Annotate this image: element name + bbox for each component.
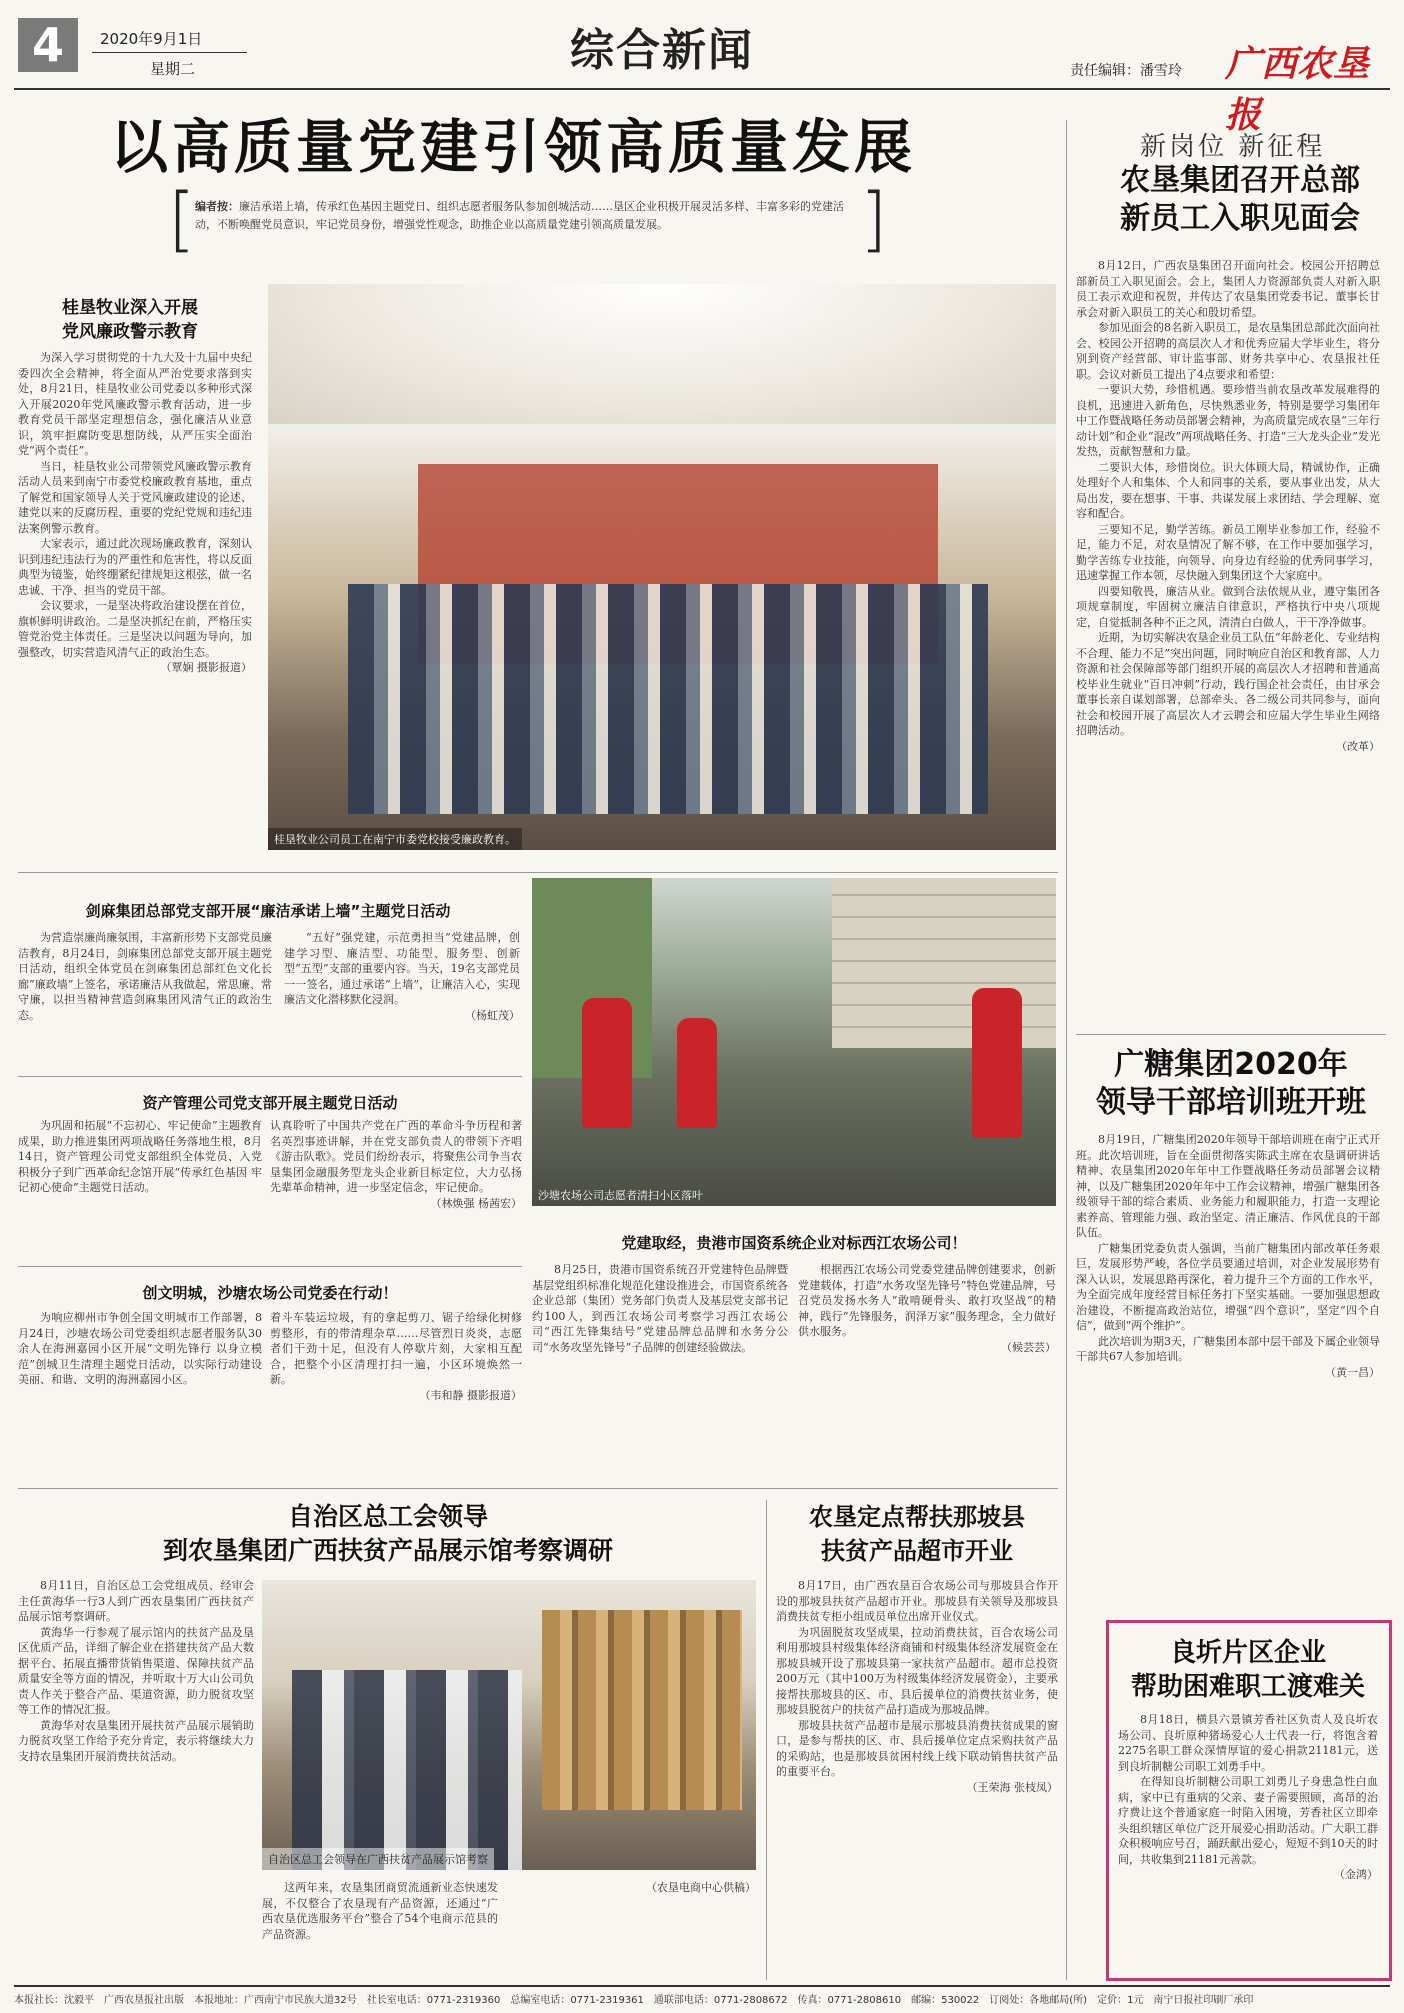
article-7-p2: 为巩固脱贫攻坚成果，拉动消费扶贫，百合农场公司利用那坡县村级集体经济商铺和村级集体经济发展资金在那坡县城开设了那坡县第一家扶贫产品超市。超市总投资200万元（其中100万为村级集体经济发展资金），主要承接帮扶那坡县的区、市、县后援单位的消费扶贫业务，使那坡县脱贫户的扶贫产品打造成为那坡品牌。 (776, 1625, 1058, 1716)
article-7-title-line1: 农垦定点帮扶那坡县 (809, 1503, 1025, 1531)
article-5-byline: （候芸芸） (1001, 1340, 1056, 1354)
article-7-body (776, 1578, 1058, 1976)
bracket-left: [ (168, 178, 196, 260)
photo-2-building (832, 878, 1056, 1048)
right-3-title (1110, 1636, 1386, 1704)
editor-note-text: 廉洁承诺上墙，传承红色基因主题党日、组织志愿者服务队参加创城活动……垦区企业积极开展灵活多样、丰富多彩的党建活动，不断唤醒党员意识，牢记党员身份，增强党性观念，助推企业以高质量党建引领高质量发展。 (195, 200, 844, 231)
right-3-p1: 8月18日，横县六景镇芳香社区负责人及良圻农场公司、良圻原种猪场爱心人士代表一行，将饱含着2275名职工群众深情厚谊的爱心捐款21181元，送到良圻制糖公司职工刘勇手中。 (1118, 1713, 1378, 1773)
article-1-title (30, 296, 230, 344)
article-3-p1: 为巩固和拓展“不忘初心、牢记使命”主题教育成果，助力推进集团两项战略任务落地生根，8月14日，资产管理公司党支部组织全体党员、入党积极分子到广西革命纪念馆开展“传承红色基因 牢记初心使命”主题党日活动。 (18, 1119, 262, 1194)
right-1-byline: （改革） (1336, 739, 1380, 753)
photo-3-caption: 自治区总工会领导在广西扶贫产品展示馆考察 (262, 1848, 494, 1870)
lead-headline: 以高质量党建引领高质量发展 (110, 113, 917, 181)
right-1-body (1076, 258, 1380, 1028)
header-divider (92, 52, 247, 53)
right-1-title-line1: 农垦集团召开总部 (1120, 163, 1360, 198)
header-rule (14, 88, 1390, 90)
article-6-byline: （农垦电商中心供稿） (646, 1881, 756, 1894)
section-title: 综合新闻 (570, 25, 754, 76)
article-7-title (776, 1500, 1058, 1568)
article-1-title-line1: 桂垦牧业深入开展 (62, 298, 198, 318)
article-5-p1: 8月25日，贵港市国资系统召开党建特色品牌暨基层党组织标准化规范化建设推进会，市国资系统各企业总部（集团）党务部门负责人及基层党支部书记约100人，到西江农场公司考察学习西江农场公司“西江先锋集结号”党建品牌总品牌和水务分公司“水务攻坚先锋号”子品牌的创建经验做法。 (532, 1263, 788, 1354)
right-1-p6: 四要知敬畏，廉洁从业。做到合法依规从业，遵守集团各项规章制度，牢固树立廉洁自律意识，严格执行中央八项规定，自觉抵制各种不正之风，清清白白做人，干干净净做事。 (1076, 584, 1380, 629)
right-1-p5: 三要知不足，勤学苦练。新员工刚毕业参加工作，经验不足，能力不足，对农垦情况了解不够，在工作中要加强学习，勤学苦练专业技能，向领导、向身边有经验的优秀同事学习，迅速掌握工作本领，尽快融入到集团这个大家庭中。 (1076, 522, 1380, 582)
divider-a3 (18, 1076, 522, 1077)
article-6-p3: 黄海华对农垦集团开展扶贫产品展示展销助力脱贫攻坚工作给予充分肯定，表示将继续大力支持农垦集团开展消费扶贫活动。 (18, 1718, 254, 1763)
bracket-right: ] (860, 178, 888, 260)
article-6-col1 (18, 1578, 254, 1976)
article-4-p1: 为响应柳州市争创全国文明城市工作部署，8月24日，沙塘农场公司党委组织志愿者服务队30余人在海洲嘉园小区开展“文明先锋行 以身立模范”创城卫生清理主题党日活动，以实际行动建设美丽、和谐、文明的海洲嘉园小区。 (18, 1311, 262, 1386)
right-3-body (1118, 1712, 1378, 1967)
divider-lower (18, 1488, 1058, 1489)
right-1-kicker: 新岗位 新征程 (1140, 132, 1326, 162)
right-divider-1 (1076, 1034, 1386, 1035)
page-number: 4 (18, 18, 78, 72)
newspaper-logo: 广西农垦报 (1225, 43, 1370, 136)
divider-a7 (766, 1500, 767, 1980)
article-2-p1: 为营造崇廉尚廉氛围，丰富新形势下支部党员廉洁教育，8月24日，剑麻集团总部党支部开展主题党日活动，组织全体党员在剑麻集团总部红色文化长廊“廉政墙”上签名，承诺廉洁从我做起，常思廉、常守廉，以担当精神营造剑麻集团风清气正的政治生态。 (18, 931, 272, 1022)
article-7-title-line2: 扶贫产品超市开业 (821, 1537, 1013, 1565)
article-3-col2 (270, 1118, 522, 1256)
article-6-title-line2: 到农垦集团广西扶贫产品展示馆考察调研 (162, 1536, 613, 1565)
right-3-title-line1: 良圻片区企业 (1169, 1638, 1326, 1668)
right-1-title-line2: 新员工入职见面会 (1120, 201, 1360, 236)
photo-3-product-shelves (542, 1610, 742, 1810)
right-2-body (1076, 1132, 1380, 1600)
right-3-title-line2: 帮助困难职工渡难关 (1130, 1672, 1365, 1702)
right-3-p2: 在得知良圻制糖公司职工刘勇儿子身患急性白血病，家中已有重病的父亲、妻子需要照顾，高昂的治疗费让这个普通家庭一时陷入困境，芳香社区立即牵头组织辖区单位广泛开展爱心捐助活动。广大职工群众积极响应号召，踊跃献出爱心，短短不到10天的时间，共收集到21181元善款。 (1118, 1775, 1378, 1866)
article-3-byline: （林焕强 杨茜宏） (430, 1196, 522, 1210)
issue-date: 2020年9月1日 (100, 30, 203, 48)
photo-volunteers-sweeping (532, 878, 1056, 1206)
article-1-p3: 大家表示，通过此次现场廉政教育，深刻认识到违纪违法行为的严重性和危害性，将以反面典型为镜鉴，始终绷紧纪律规矩这根弦，做一名忠诚、干净、担当的党员干部。 (18, 537, 252, 597)
article-2-col1 (18, 930, 272, 1065)
photo-2-volunteer-1 (582, 998, 632, 1128)
photo-1-caption: 桂垦牧业公司员工在南宁市委党校接受廉政教育。 (268, 828, 522, 850)
right-2-p1: 8月19日，广糖集团2020年领导干部培训班在南宁正式开班。此次培训班，旨在全面贯彻落实陈武主席在农垦调研讲话精神、农垦集团2020年年中工作暨战略任务动员部署会议精神，以及广糖集团2020年年中工作会议精神，增强广糖集团各级领导干部的综合素质、业务能力和履职能力，打造一支理论素养高、管理能力强、政治坚定、清正廉洁、作风优良的干部队伍。 (1076, 1133, 1380, 1239)
photo-1-group-of-people (348, 584, 988, 814)
photo-2-volunteer-3 (972, 988, 1022, 1138)
right-2-byline: （黄一昌） (1325, 1365, 1380, 1379)
article-3-col1 (18, 1118, 262, 1256)
right-column-divider (1066, 120, 1067, 1980)
article-6-col3 (508, 1880, 756, 1976)
photo-showroom-visit (262, 1580, 756, 1870)
issue-weekday: 星期二 (150, 60, 196, 78)
article-5-col2 (798, 1262, 1056, 1478)
right-1-p4: 二要识大体，珍惜岗位。识大体顾大局，精诚协作，正确处理好个人和集体、个人和同事的关系，要从事业出发，从大局出发，要在想事、干事、共谋发展上求团结、学会理解、宽容和配合。 (1076, 460, 1380, 520)
divider-a4 (18, 1266, 522, 1267)
article-1-p4: 会议要求，一是坚决将政治建设摆在首位，旗帜鲜明讲政治。二是坚决抓纪在前，严格压实管党治党主体责任。三是坚决以问题为导向，加强整改，切实营造风清气正的政治生态。 (18, 599, 252, 659)
article-1-title-line2: 党风廉政警示教育 (62, 322, 198, 342)
article-4-title: 创文明城，沙塘农场公司党委在行动！ (142, 1284, 398, 1302)
right-3-byline: （金鸿） (1334, 1868, 1378, 1881)
article-5-title: 党建取经，贵港市国资系统企业对标西江农场公司！ (621, 1234, 967, 1252)
article-5-p2: 根据西江农场公司党委党建品牌创建要求，创新党建载体，打造“水务攻坚先锋号”特色党建品牌，号召党员发扬水务人“敢啃硬骨头、敢打攻坚战”的精神，践行“先锋服务，润泽万家”服务理念，全力做好供水服务。 (798, 1263, 1056, 1338)
article-1-p2: 当日，桂垦牧业公司带领党风廉政警示教育活动人员来到南宁市委党校廉政教育基地，重点了解党和国家领导人关于党风廉政建设的论述、建党以来的反腐历程、重要的党纪党规和违纪违法案例警示教育。 (18, 459, 252, 535)
article-6-col2 (262, 1880, 498, 1976)
article-3-p2: 认真聆听了中国共产党在广西的革命斗争历程和著名英烈事迹讲解，并在党支部负责人的带领下齐唱《游击队歌》。党员们纷纷表示，将聚焦公司争当农垦集团金融服务型龙头企业新目标定位，大力弘扬先辈革命精神，进一步坚定信念，牢记使命。 (270, 1119, 522, 1194)
editor-credit: 责任编辑：潘雪玲 (1070, 63, 1182, 79)
article-6-p4: 这两年来，农垦集团商贸流通新业态快速发展，不仅整合了农垦现有产品资源，还通过“广西农垦优选服务平台”整合了54个电商示范县的产品资源。 (262, 1881, 498, 1941)
divider-a2 (18, 872, 1058, 873)
article-1-byline: （覃娴 摄影报道） (160, 661, 252, 674)
article-3-title: 资产管理公司党支部开展主题党日活动 (142, 1094, 398, 1112)
right-1-title (1090, 162, 1390, 238)
right-1-p3: 一要识大势，珍惜机遇。要珍惜当前农垦改革发展难得的良机，迅速进入新角色，尽快熟悉业务，特别是要学习集团年中工作暨战略任务动员部署会精神，为高质量完成农垦“三年行动计划”和企业“混改”两项战略任务、打造“三大龙头企业”发光发热，贡献智慧和力量。 (1076, 383, 1380, 458)
article-1-body (18, 350, 252, 860)
photo-2-volunteer-2 (677, 1018, 717, 1128)
right-1-p7: 近期，为切实解决农垦企业员工队伍“年龄老化、专业结构不合理、能力不足”突出问题，同时响应自治区和教育部、人力资源和社会保障部等部门组织开展的高层次人才招聘和普通高校毕业生就业“百日冲刺”行动，践行国企社会责任，由甘承会董事长亲自谋划部署，总部牵头、各二级公司共同参与，面向社会和校园开展了高层次人才云聘会和应届大学生毕业生网络招聘活动。 (1076, 631, 1380, 737)
article-4-col1 (18, 1310, 262, 1480)
footer-imprint: 本报社长：沈毅平 广西农垦报社出版 本报地址：广西南宁市民族大道32号 社长室电话：0771-2319360 总编室电话：0771-2319361 通联部电话：0771-2808672 传真：0771-2808610 邮编：530022 订阅处：各地邮局(所) 定价：1元 南宁日报社印刷厂承印 (14, 1985, 1390, 2006)
article-6-p2: 黄海华一行参观了展示馆内的扶贫产品及垦区优质产品，详细了解企业在搭建扶贫产品大数据平台、拓展直播带货销售渠道、保障扶贫产品质量安全等方面的情况，并听取十万大山公司负责人作关于整合产品、渠道资源，助力脱贫攻坚等工作的情况汇报。 (18, 1625, 254, 1716)
article-4-byline: （韦和静 摄影报道） (419, 1388, 522, 1402)
article-4-col2 (270, 1310, 522, 1480)
article-2-title: 剑麻集团总部党支部开展“廉洁承诺上墙”主题党日活动 (85, 902, 451, 920)
photo-2-caption: 沙塘农场公司志愿者清扫小区落叶 (538, 1189, 703, 1202)
right-2-title-line2: 领导干部培训班开班 (1096, 1085, 1366, 1120)
editor-note (195, 198, 855, 234)
article-6-title (18, 1500, 758, 1568)
right-2-title-line1: 广糖集团2020年 (1114, 1047, 1348, 1082)
article-7-p3: 那坡县扶贫产品超市是展示那坡县消费扶贫成果的窗口，是参与帮扶的区、市、县后援单位定点采购扶贫产品的采购站，也是那坡县贫困村线上线下联动销售扶贫产品的重要平台。 (776, 1718, 1058, 1778)
right-1-p1: 8月12日，广西农垦集团召开面向社会、校园公开招聘总部新员工入职见面会。会上，集团人力资源部负责人对新入职员工表示欢迎和祝贺，并传达了农垦集团党委书记、董事长甘承会对新入职员工的关心和殷切希望。 (1076, 259, 1380, 319)
article-2-byline: （杨虹茂） (465, 1008, 520, 1022)
photo-1-ceiling (268, 284, 1056, 424)
right-2-p3: 此次培训为期3天，广糖集团本部中层干部及下属企业领导干部共67人参加培训。 (1076, 1334, 1380, 1363)
photo-3-officials (292, 1670, 522, 1870)
article-2-col2 (284, 930, 520, 1065)
right-1-p2: 参加见面会的8名新入职员工，是农垦集团总部此次面向社会、校园公开招聘的高层次人才和优秀应届大学毕业生，将分别到资产经营部、审计监事部、财务共享中心、农垦报社任职。会议对新员工提出了4点要求和希望： (1076, 321, 1380, 381)
right-2-p2: 广糖集团党委负责人强调，当前广糖集团内部改革任务艰巨，发展形势严峻，各位学员要通过培训，对企业发展形势有深入认识，发展思路再深化，着力提升三个方面的工作水平，为全面完成年度经营目标任务打下坚实基础。一要加强思想政治建设，不断提高政治站位，增强“四个意识”，坚定“四个自信”，做到“两个维护”。 (1076, 1241, 1380, 1332)
article-1-p1: 为深入学习贯彻党的十九大及十九届中央纪委四次全会精神，将全面从严治党要求落到实处，8月21日，桂垦牧业公司党委以多种形式深入开展2020年党风廉政警示教育活动，进一步教育党员干部坚定理想信念，强化廉洁从业意识，筑牢拒腐防变思想防线，从严压实全面治党“两个责任”。 (18, 351, 252, 457)
article-4-p2: 着斗车装运垃圾，有的拿起剪刀、锯子给绿化树修剪整形，有的带清理杂草……尽管烈日炎炎，志愿者们干劲十足，但没有人停歇片刻，大家相互配合，把整个小区清理打扫一遍，小区环境焕然一新。 (270, 1311, 522, 1386)
right-2-title (1076, 1046, 1386, 1122)
article-7-p1: 8月17日，由广西农垦百合农场公司与那坡县合作开设的那坡县扶贫产品超市开业。那坡县有关领导及那坡县消费扶贫专柜小组成员单位出席开业仪式。 (776, 1579, 1058, 1623)
article-7-byline: （王荣海 张枝凤） (966, 1780, 1058, 1794)
article-6-p1: 8月11日，自治区总工会党组成员、经审会主任黄海华一行3人到广西农垦集团广西扶贫产品展示馆考察调研。 (18, 1579, 254, 1623)
article-6-title-line1: 自治区总工会领导 (287, 1502, 488, 1531)
editor-note-label: 编者按： (195, 200, 239, 213)
photo-party-school-visit (268, 284, 1056, 850)
article-5-col1 (532, 1262, 788, 1478)
article-2-p2: “五好”强党建，示范勇担当”党建品牌，创建学习型、廉洁型、功能型、服务型、创新型“五型”支部的重要内容。当天，19名支部党员一一签名，通过承诺“上墙”，让廉洁入心，实现廉洁文化潜移默化浸润。 (284, 931, 520, 1006)
